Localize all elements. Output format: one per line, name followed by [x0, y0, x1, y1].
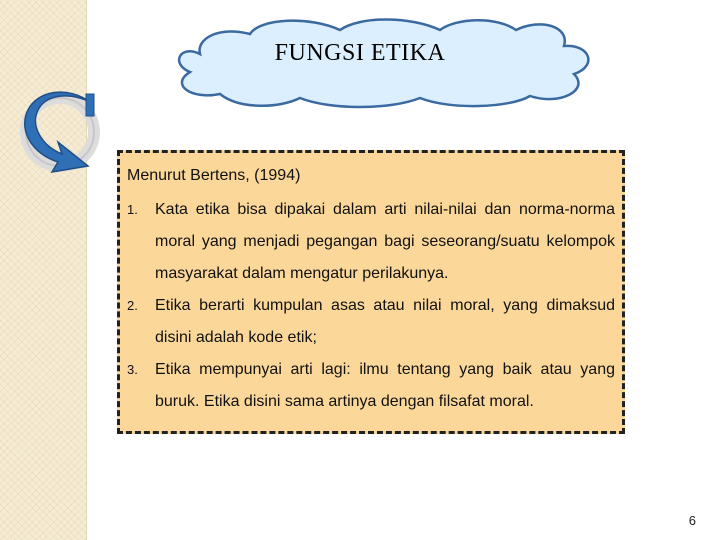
list-item-text: Etika mempunyai arti lagi: ilmu tentang yang baik atau yang buruk. Etika disini sama artinya dengan filsafat moral.: [155, 361, 615, 410]
list-item: [127, 194, 615, 290]
page-number: 6: [688, 513, 696, 528]
list-item-text: Etika berarti kumpulan asas atau nilai moral, yang dimaksud disini adalah kode etik;: [155, 297, 615, 346]
list-number: 3.: [127, 362, 138, 377]
list-number: 2.: [127, 298, 138, 313]
list-item: [127, 290, 615, 354]
content-heading: Menurut Bertens, (1994): [127, 167, 301, 184]
curved-arrow-icon: [12, 80, 112, 190]
list-item: [127, 354, 615, 418]
slide-title: FUNGSI ETIKA: [274, 40, 446, 66]
content-body: [127, 160, 615, 418]
list-item-text: Kata etika bisa dipakai dalam arti nilai-nilai dan norma-norma moral yang menjadi pegangan bagi seseorang/suatu kelompok masyarakat dalam mengatur perilakunya.: [155, 201, 615, 282]
list-number: 1.: [127, 202, 138, 217]
